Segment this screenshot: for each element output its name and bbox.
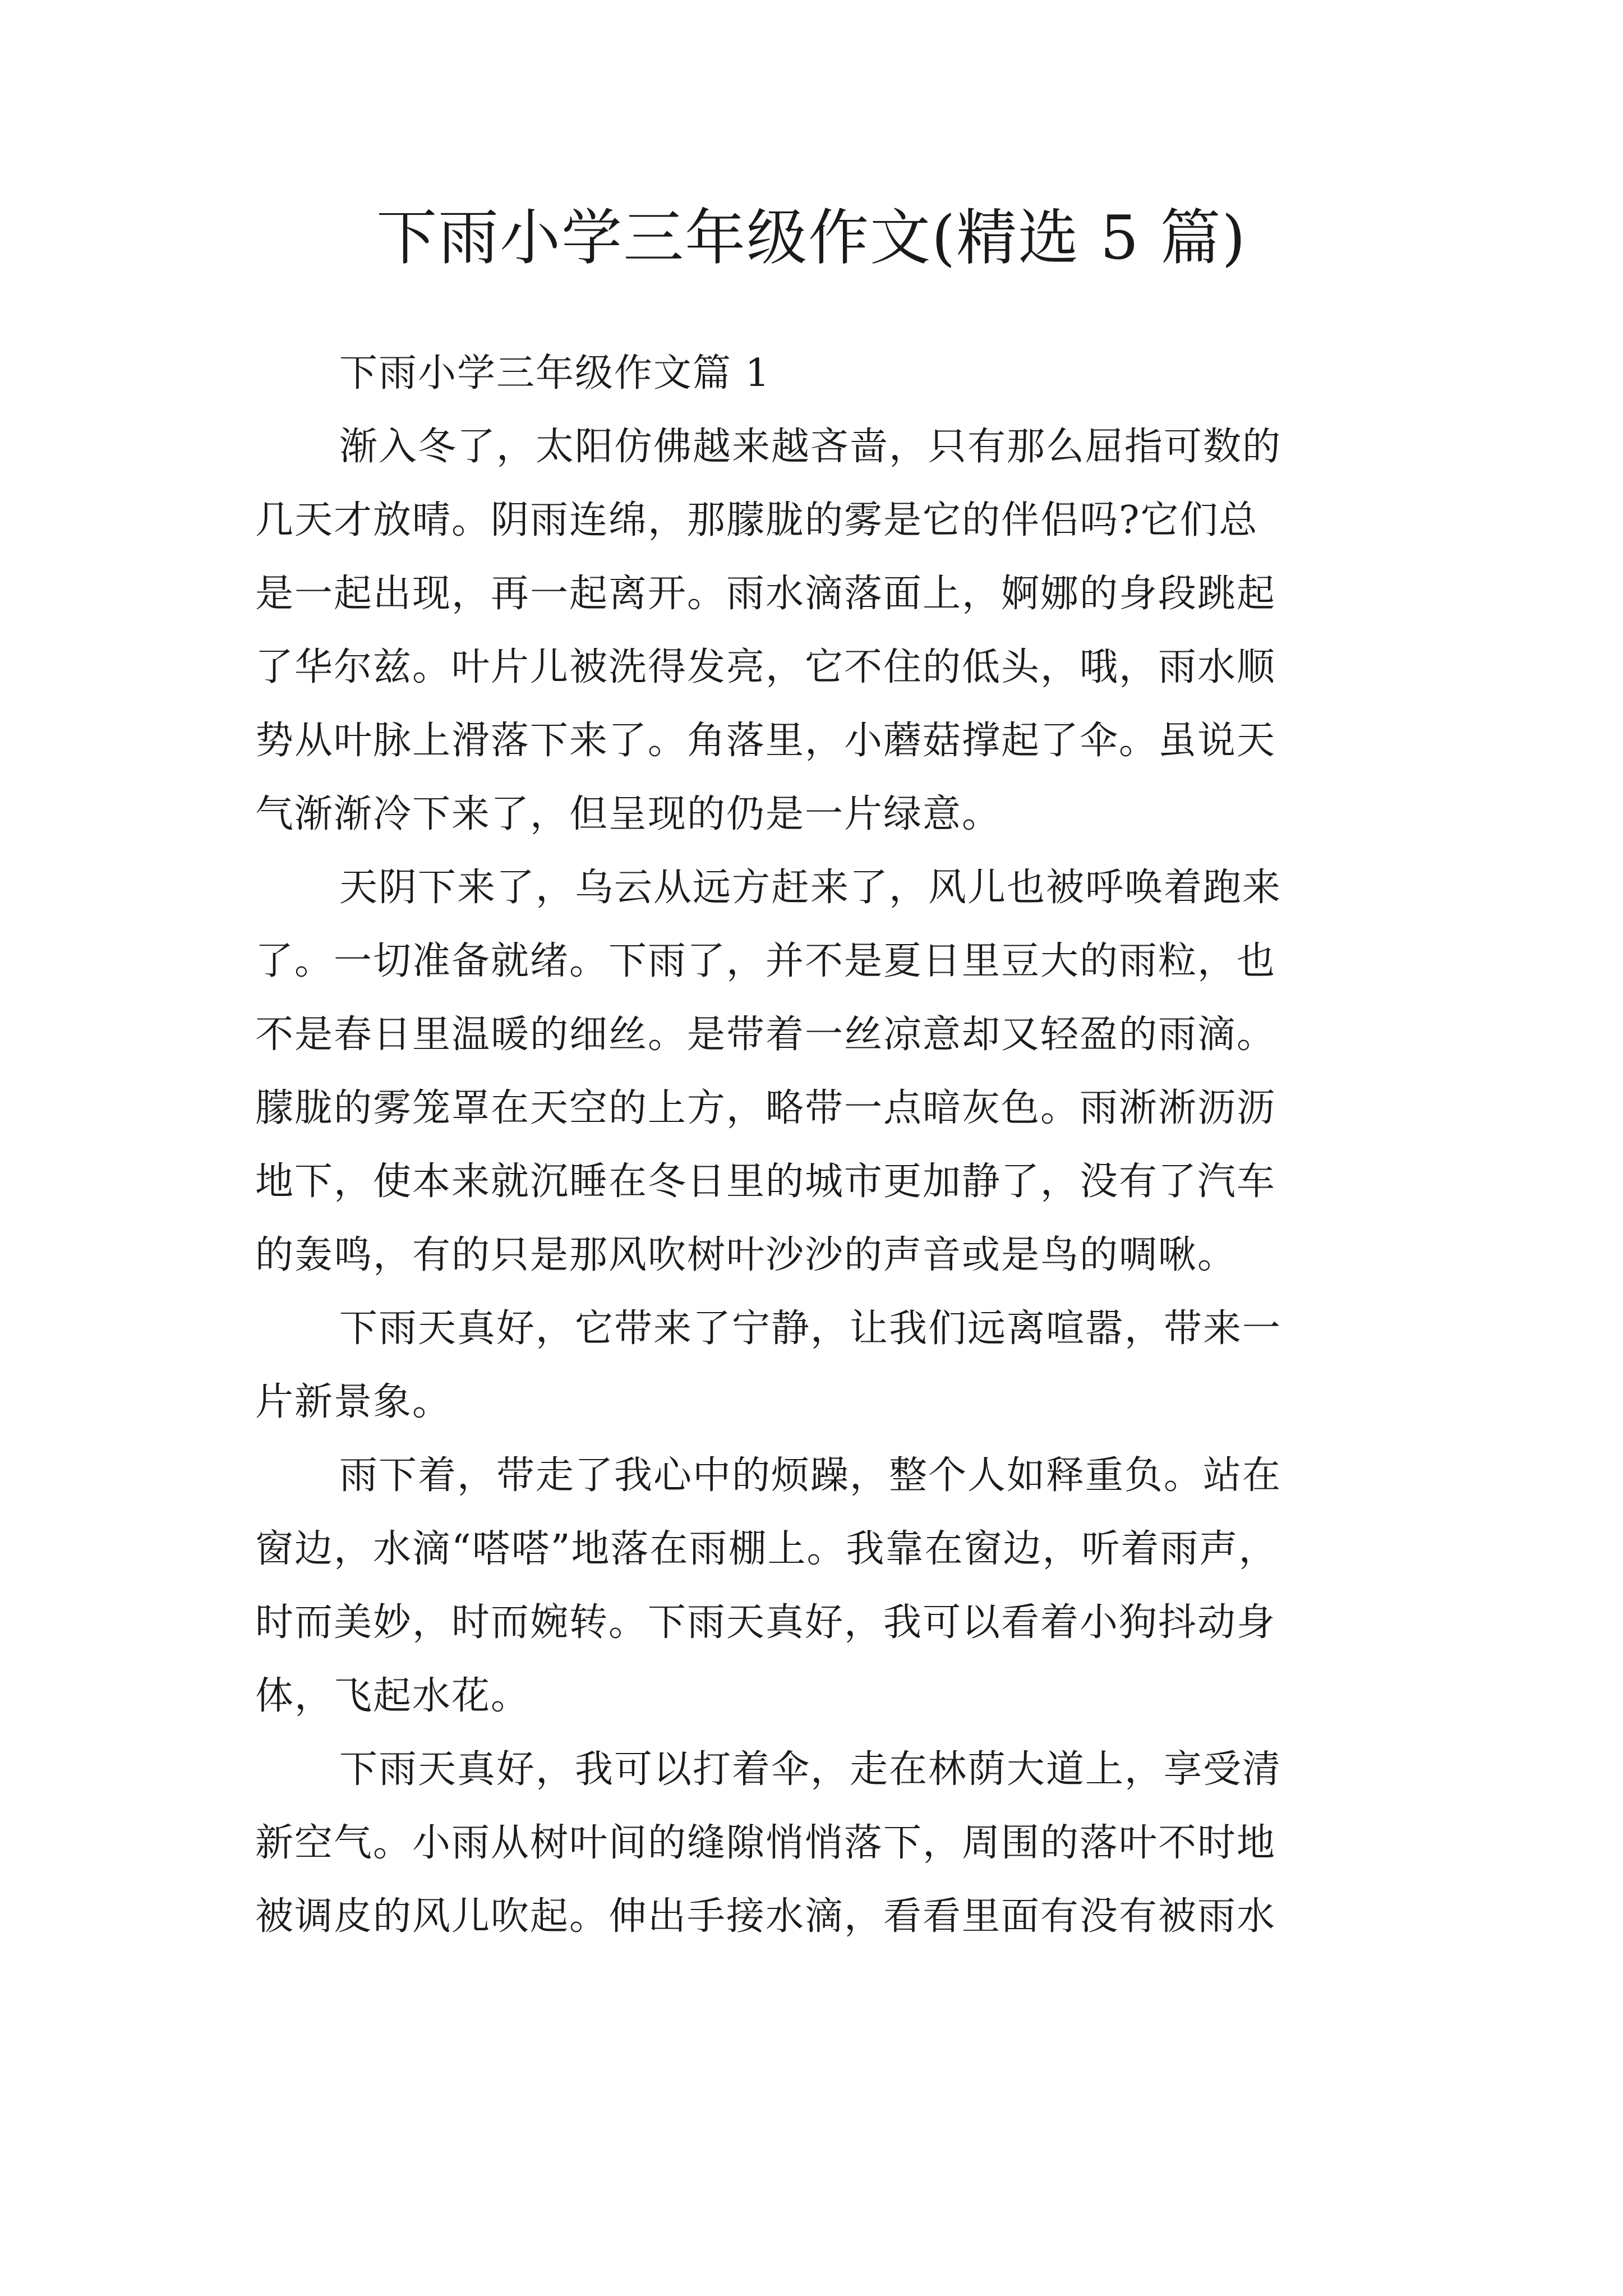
text-line: 被调皮的风儿吹起。伸出手接水滴，看看里面有没有被雨水 <box>255 1894 1276 1939</box>
text-line: 片新景象。 <box>255 1380 452 1424</box>
text-line: 下雨天真好，我可以打着伞，走在林荫大道上，享受清 <box>339 1747 1282 1792</box>
text-line: 了。一切准备就绪。下雨了，并不是夏日里豆大的雨粒，也 <box>255 939 1276 983</box>
text-line: 了华尔兹。叶片儿被洗得发亮，它不住的低头，哦，雨水顺 <box>255 645 1276 689</box>
text-line: 的轰鸣，有的只是那风吹树叶沙沙的声音或是鸟的啁啾。 <box>255 1233 1237 1277</box>
text-line: 地下，使本来就沉睡在冬日里的城市更加静了，没有了汽车 <box>255 1159 1276 1204</box>
text-line: 时而美妙，时而婉转。下雨天真好，我可以看着小狗抖动身 <box>255 1600 1276 1645</box>
text-line: 雨下着，带走了我心中的烦躁，整个人如释重负。站在 <box>339 1453 1282 1498</box>
document-title: 下雨小学三年级作文(精选 5 篇) <box>376 203 1247 273</box>
text-line: 气渐渐冷下来了，但呈现的仍是一片绿意。 <box>255 792 1002 836</box>
text-line: 天阴下来了，乌云从远方赶来了，风儿也被呼唤着跑来 <box>339 866 1282 910</box>
text-line: 体，飞起水花。 <box>255 1674 531 1718</box>
document-body <box>255 337 1399 1953</box>
text-line: 几天才放晴。阴雨连绵，那朦胧的雾是它的伴侣吗?它们总 <box>255 498 1258 542</box>
text-line: 下雨天真好，它带来了宁静，让我们远离喧嚣，带来一 <box>339 1306 1282 1351</box>
text-line: 渐入冬了，太阳仿佛越来越吝啬，只有那么屈指可数的 <box>339 425 1282 469</box>
text-line: 新空气。小雨从树叶间的缝隙悄悄落下，周围的落叶不时地 <box>255 1821 1276 1865</box>
text-line: 朦胧的雾笼罩在天空的上方，略带一点暗灰色。雨淅淅沥沥 <box>255 1086 1276 1130</box>
text-line: 下雨小学三年级作文篇 1 <box>339 351 771 395</box>
text-line: 窗边，水滴“嗒嗒”地落在雨棚上。我靠在窗边，听着雨声， <box>255 1527 1278 1571</box>
text-line: 是一起出现，再一起离开。雨水滴落面上，婀娜的身段跳起 <box>255 572 1276 616</box>
text-line: 势从叶脉上滑落下来了。角落里，小蘑菇撑起了伞。虽说天 <box>255 719 1276 763</box>
text-line: 不是春日里温暖的细丝。是带着一丝凉意却又轻盈的雨滴。 <box>255 1013 1276 1057</box>
